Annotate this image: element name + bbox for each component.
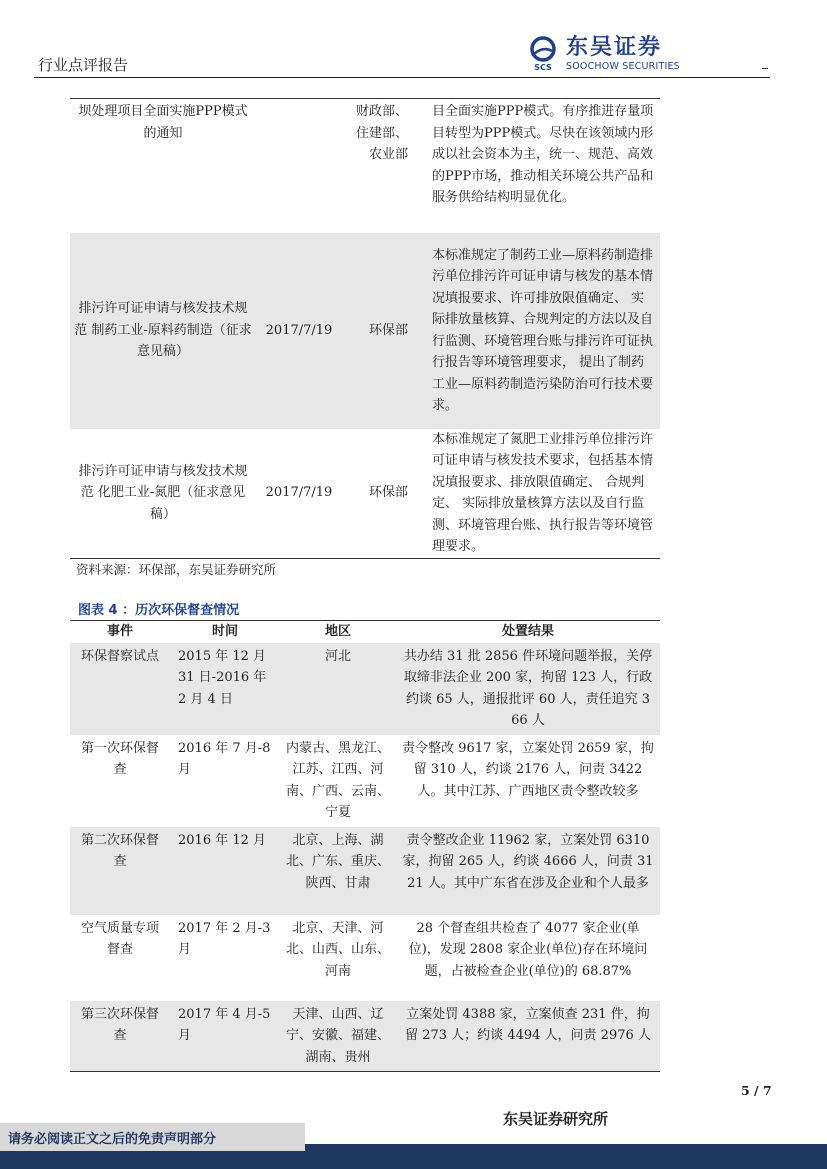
policy-desc: 本标准规定了氮肥工业排污单位排污许可证申请与核发技术要求，包括基本情况填报要求、排放限值确定、 合规判定、 实际排放量核算方法以及自行监测、环境管理台账、执行报告等环境管理要求。	[432, 431, 654, 554]
result-cell: 立案处罚 4388 家，立案侦查 231 件，拘留 273 人；约谈 4494 人，问责 2976 人	[396, 1001, 660, 1072]
policy-dept: 环保部	[342, 233, 412, 429]
scs-logo-icon	[528, 36, 558, 72]
table-source-note: 资料来源：环保部，东吴证券研究所	[76, 562, 277, 577]
policy-date: 2017/7/19	[265, 485, 333, 501]
table-row	[70, 827, 660, 915]
policy-date	[256, 99, 342, 233]
inspection-table	[70, 620, 660, 1072]
disclaimer-text: 请务必阅读正文之后的免责声明部分	[8, 1132, 217, 1147]
time-cell: 2017 年 4 月-5 月	[170, 1001, 280, 1072]
policy-date: 2017/7/19	[256, 233, 342, 429]
footer-organization: 东吴证券研究所	[503, 1110, 609, 1128]
region-cell: 河北	[280, 643, 396, 735]
region-cell: 天津、山西、辽宁、安徽、福建、湖南、贵州	[280, 1001, 396, 1072]
event-cell: 第一次环保督查	[80, 740, 159, 777]
column-header: 处置结果	[396, 621, 660, 643]
policy-name: 排污许可证申请与核发技术规范 制药工业-原料药制造（征求意见稿）	[70, 233, 256, 429]
table-row	[70, 429, 660, 559]
region-cell: 内蒙古、黑龙江、江苏、江西、河南、广西、云南、宁夏	[285, 740, 390, 820]
logo-english-name: SOOCHOW SECURITIES	[566, 61, 680, 72]
policy-dept: 财政部、住建部、农业部	[355, 104, 408, 162]
result-cell: 共办结 31 批 2856 件环境问题举报，关停取缔非法企业 200 家，拘留 123 人，行政约谈 65 人，通报批评 60 人，责任追究 366 人	[396, 643, 660, 735]
logo-mark-text: SCS	[534, 63, 552, 72]
policy-name: 排污许可证申请与核发技术规范 化肥工业-氮肥（征求意见稿）	[78, 463, 248, 522]
table-row	[70, 915, 660, 1001]
table-row	[70, 233, 660, 429]
event-cell: 空气质量专项督查	[80, 920, 159, 957]
policy-name: 坝处理项目全面实施PPP模式的通知	[78, 104, 248, 141]
result-cell: 责令整改企业 11962 家，立案处罚 6310 家，拘留 265 人，约谈 4666 人，问责 3121 人。其中广东省在涉及企业和个人最多	[396, 827, 660, 915]
logo-chinese-name: 东吴证券	[566, 35, 663, 60]
header-divider	[34, 77, 770, 78]
column-header: 事件	[70, 621, 170, 643]
table-row	[70, 99, 660, 233]
policy-dept: 环保部	[368, 485, 408, 501]
time-cell: 2015 年 12 月 31 日-2016 年 2 月 4 日	[170, 643, 280, 735]
column-header: 时间	[170, 621, 280, 643]
result-cell: 28 个督查组共检查了 4077 家企业(单位)，发现 2808 家企业(单位)存在环境问题，占被检查企业(单位)的 68.87%	[408, 920, 648, 979]
header-dash-mark	[762, 68, 768, 69]
region-cell: 北京、天津、河北、山西、山东、河南	[285, 920, 390, 979]
disclaimer-banner	[0, 1123, 305, 1151]
region-cell: 北京、上海、湖北、广东、重庆、陕西、甘肃	[280, 827, 396, 915]
table-row	[70, 1001, 660, 1072]
time-cell: 2017 年 2 月-3 月	[178, 920, 271, 957]
table-header-row	[70, 621, 660, 643]
time-cell: 2016 年 7 月-8 月	[178, 740, 271, 777]
policy-desc: 目全面实施PPP模式。有序推进存量项目转型为PPP模式。尽快在该领域内形成以社会资本为主，统一、规范、高效的PPP市场，推动相关环境公共产品和服务供给结构明显优化。	[432, 104, 654, 205]
policy-table	[70, 98, 660, 559]
report-type-title: 行业点评报告	[38, 56, 129, 74]
event-cell: 第二次环保督查	[70, 827, 170, 915]
result-cell: 责令整改 9617 家，立案处罚 2659 家，拘留 310 人，约谈 2176 人，问责 3422 人。其中江苏、广西地区责令整改较多	[402, 740, 654, 799]
event-cell: 环保督察试点	[70, 643, 170, 735]
time-cell: 2016 年 12 月	[170, 827, 280, 915]
table-row	[70, 735, 660, 827]
table-row	[70, 643, 660, 735]
policy-desc: 本标准规定了制药工业—原料药制造排污单位排污许可证申请与核发的基本情况填报要求、许可排放限值确定、 实际排放量核算、合规判定的方法以及自行监测、环境管理台账与排污许可证执行报告等环境管理要求， 提出了制药工业—原料药制造污染防治可行技术要求。	[412, 233, 660, 429]
soochow-logo	[528, 36, 698, 74]
figure-caption: 图表 4 ：历次环保督查情况	[78, 603, 240, 618]
column-header: 地区	[280, 621, 396, 643]
page-number: 5 / 7	[741, 1083, 772, 1098]
event-cell: 第三次环保督查	[70, 1001, 170, 1072]
